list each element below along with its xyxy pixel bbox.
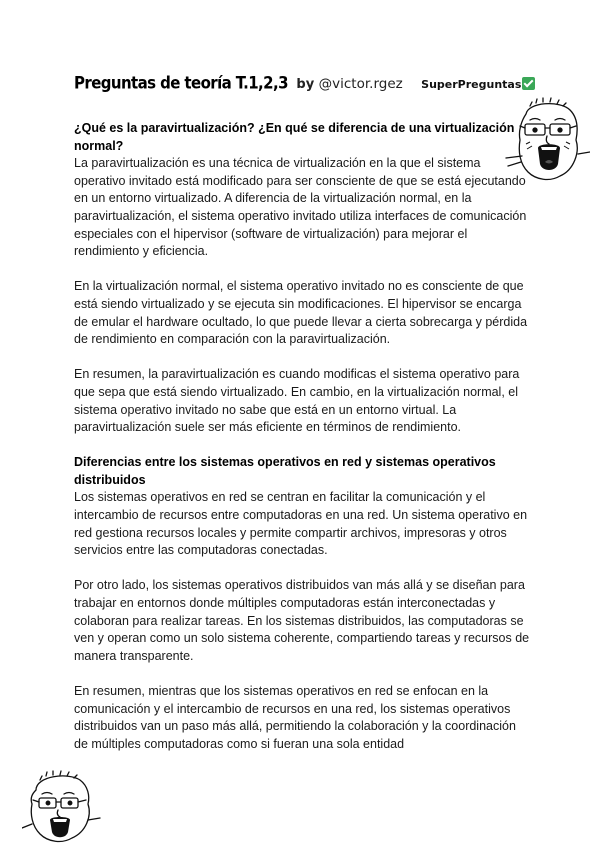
document-title: Preguntas de teoría T.1,2,3 xyxy=(74,72,288,94)
section-paragraph: Por otro lado, los sistemas operativos distribuidos van más allá y se diseñan para trabajar en entornos donde múltiples computadoras están interconectadas y colaboran para realizar tareas. En los sistemas distribuidos, las computadoras se ven y operan como un solo sistema coherente, compartiendo tareas y recursos de manera transparente. xyxy=(74,578,530,663)
section-paragraph: La paravirtualización es una técnica de virtualización en la que el sistema operativo invitado está modificado para ser consciente de que se está ejecutando en un entorno virtualizado. A diferencia de la virtualización normal, en la paravirtualización, el sistema operativo invitado utiliza interfaces de comunicación especiales con el hipervisor (software de virtualización) para mejorar el rendimiento y eficiencia. xyxy=(74,156,527,259)
section-paragraph: En la virtualización normal, el sistema operativo invitado no es consciente de que está siendo virtualizado y se ejecuta sin modificaciones. El hipervisor se encarga de emular el hardware ocultado, lo que puede llevar a cierta sobrecarga y pérdida de rendimiento en comparación con la paravirtualización. xyxy=(74,279,528,347)
section-paragraph: En resumen, la paravirtualización es cuando modificas el sistema operativo para que sepa que está siendo virtualizado. En cambio, en la virtualización normal, el sistema operativo invitado no sabe que está en un entorno virtual. La paravirtualización suele ser más eficiente en términos de rendimiento. xyxy=(74,367,520,435)
author-handle: @victor.rgez xyxy=(318,76,403,92)
author-prefix: by xyxy=(296,77,315,92)
section-paragraph: Los sistemas operativos en red se centran en facilitar la comunicación y el intercambio de recursos entre computadoras en una red. Un sistema operativo en red gestiona recursos locales y permite compartir archivos, impresoras y otros servicios entre las computadoras conectadas. xyxy=(74,490,528,558)
document-header xyxy=(74,72,522,94)
section-question: ¿Qué es la paravirtualización? ¿En qué se diferencia de una virtualización normal? xyxy=(74,121,515,153)
check-mark-icon xyxy=(522,77,535,90)
document-body xyxy=(74,120,530,771)
section-network-vs-distributed xyxy=(74,454,530,753)
soyjak-face-icon xyxy=(22,768,102,846)
brand-label: SuperPreguntas xyxy=(421,78,535,91)
section-paragraph: En resumen, mientras que los sistemas operativos en red se enfocan en la comunicación y el intercambio de recursos en una red, los sistemas operativos distribuidos van un paso más allá, permitiendo la colaboración y la coordinación de múltiples computadoras como si fueran una sola entidad xyxy=(74,684,516,751)
section-paravirtualization xyxy=(74,120,530,437)
section-question: Diferencias entre los sistemas operativos en red y sistemas operativos distribuidos xyxy=(74,455,496,487)
